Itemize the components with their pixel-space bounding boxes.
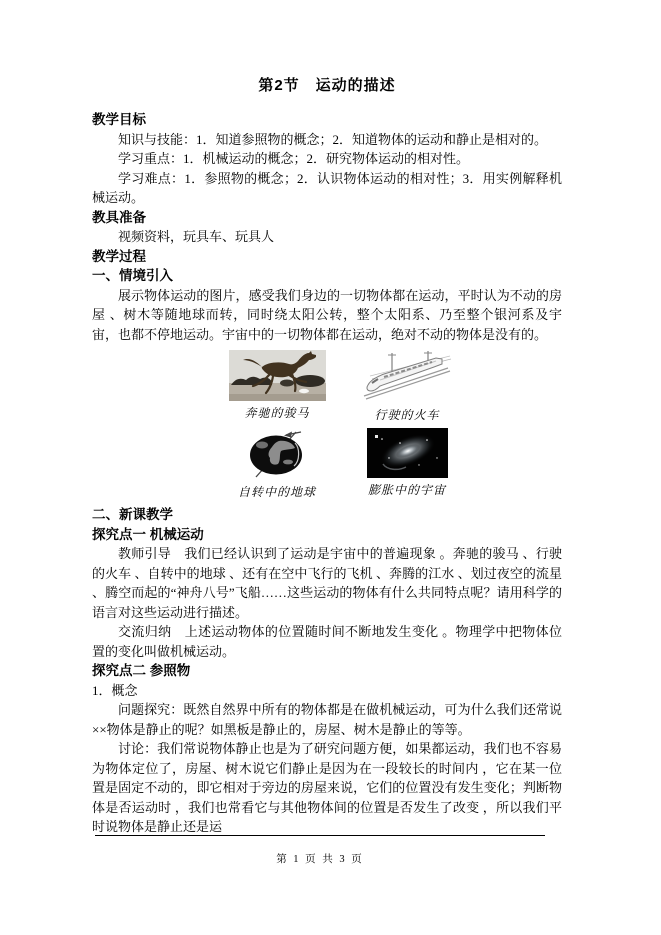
paragraph-teacher-guidance: 教师引导 我们已经认识到了运动是宇宙中的普遍现象 。奔驰的骏马 、行驶的火车 、自转中的地球 、还有在空中飞行的飞机 、奔腾的江水 、划过夜空的流星 、腾空而起的“神舟八号”飞船……这些运动的物体有什么共同特点呢？请用科学的语言对这些运动进行描述。 xyxy=(92,546,562,620)
paragraph-key-points: 学习重点：1．机械运动的概念；2．研究物体运动的相对性。 xyxy=(118,151,470,166)
paragraph-difficult-points: 学习难点：1．参照物的概念；2．认识物体运动的相对性；3．用实例解释机械运动。 xyxy=(92,170,562,205)
heading-inquiry-point-2: 探究点二 参照物 xyxy=(92,663,191,678)
page-number-footer: 第 1 页 共 3 页 xyxy=(276,854,364,865)
paragraph-knowledge-skills: 知识与技能：1．知道参照物的概念；2．知道物体的运动和静止是相对的。 xyxy=(118,131,548,147)
figure-caption-earth: 自转中的地球 xyxy=(237,485,316,499)
paragraph-exchange-summary: 交流归纳 上述运动物体的位置随时间不断地发生变化 。物理学中把物体位置的变化叫做机械运动。 xyxy=(92,624,562,659)
figure-caption-universe: 膨胀中的宇宙 xyxy=(367,483,446,497)
figure-grid xyxy=(212,344,562,505)
footer-divider xyxy=(95,835,545,836)
figure-expanding-universe xyxy=(367,428,448,499)
figure-moving-train xyxy=(360,350,455,422)
figure-rotating-earth xyxy=(238,428,316,499)
figure-caption-train: 行驶的火车 xyxy=(374,408,440,422)
heading-teaching-process: 教学过程 xyxy=(92,248,146,264)
heading-teaching-aids: 教具准备 xyxy=(92,209,146,225)
figure-galloping-horse xyxy=(229,350,326,422)
heading-situation-intro: 一、情境引入 xyxy=(92,268,173,283)
page-title: 第2节 运动的描述 xyxy=(258,77,396,94)
paragraph-aids-list: 视频资料，玩具车、玩具人 xyxy=(118,229,275,244)
paragraph-discussion: 讨论：我们常说物体静止也是为了研究问题方便，如果都运动，我们也不容易为物体定位了，房屋、树木说它们静止是因为在一段较长的时间内 ，它在某一位置是固定不动的，即它相对于旁边的房屋来说，它们的位置没有发生变化；判断物体是否运动时 ，我们也常看它与其他物体间的位置是否发生了改变 ，所以我们平时说物体是静止还是运 xyxy=(92,741,562,834)
paragraph-problem-inquiry: 问题探究：既然自然界中所有的物体都是在做机械运动，可为什么我们还常说××物体是静止的呢？如黑板是静止的，房屋、树木是静止的等等。 xyxy=(92,702,562,737)
expanding-universe-image xyxy=(367,428,448,478)
paragraph-situation-intro: 展示物体运动的图片，感受我们身边的一切物体都在运动，平时认为不动的房屋 、树木等随地球而转，同时绕太阳公转，整个太阳系、乃至整个银河系及宇宙，也都不停地运动。宇宙中的一切物体都在运动，绝对不动的物体是没有的。 xyxy=(92,287,562,342)
galloping-horse-image xyxy=(229,350,326,401)
heading-teaching-goals: 教学目标 xyxy=(92,112,146,127)
rotating-earth-image xyxy=(243,428,310,480)
document-content xyxy=(92,76,562,837)
figure-caption-horse: 奔驰的骏马 xyxy=(244,406,310,420)
heading-new-lesson: 二、新课教学 xyxy=(92,507,173,522)
heading-inquiry-point-1: 探究点一 机械运动 xyxy=(92,526,204,542)
paragraph-concept-item: 1．概念 xyxy=(92,682,138,698)
moving-train-image xyxy=(360,350,455,403)
